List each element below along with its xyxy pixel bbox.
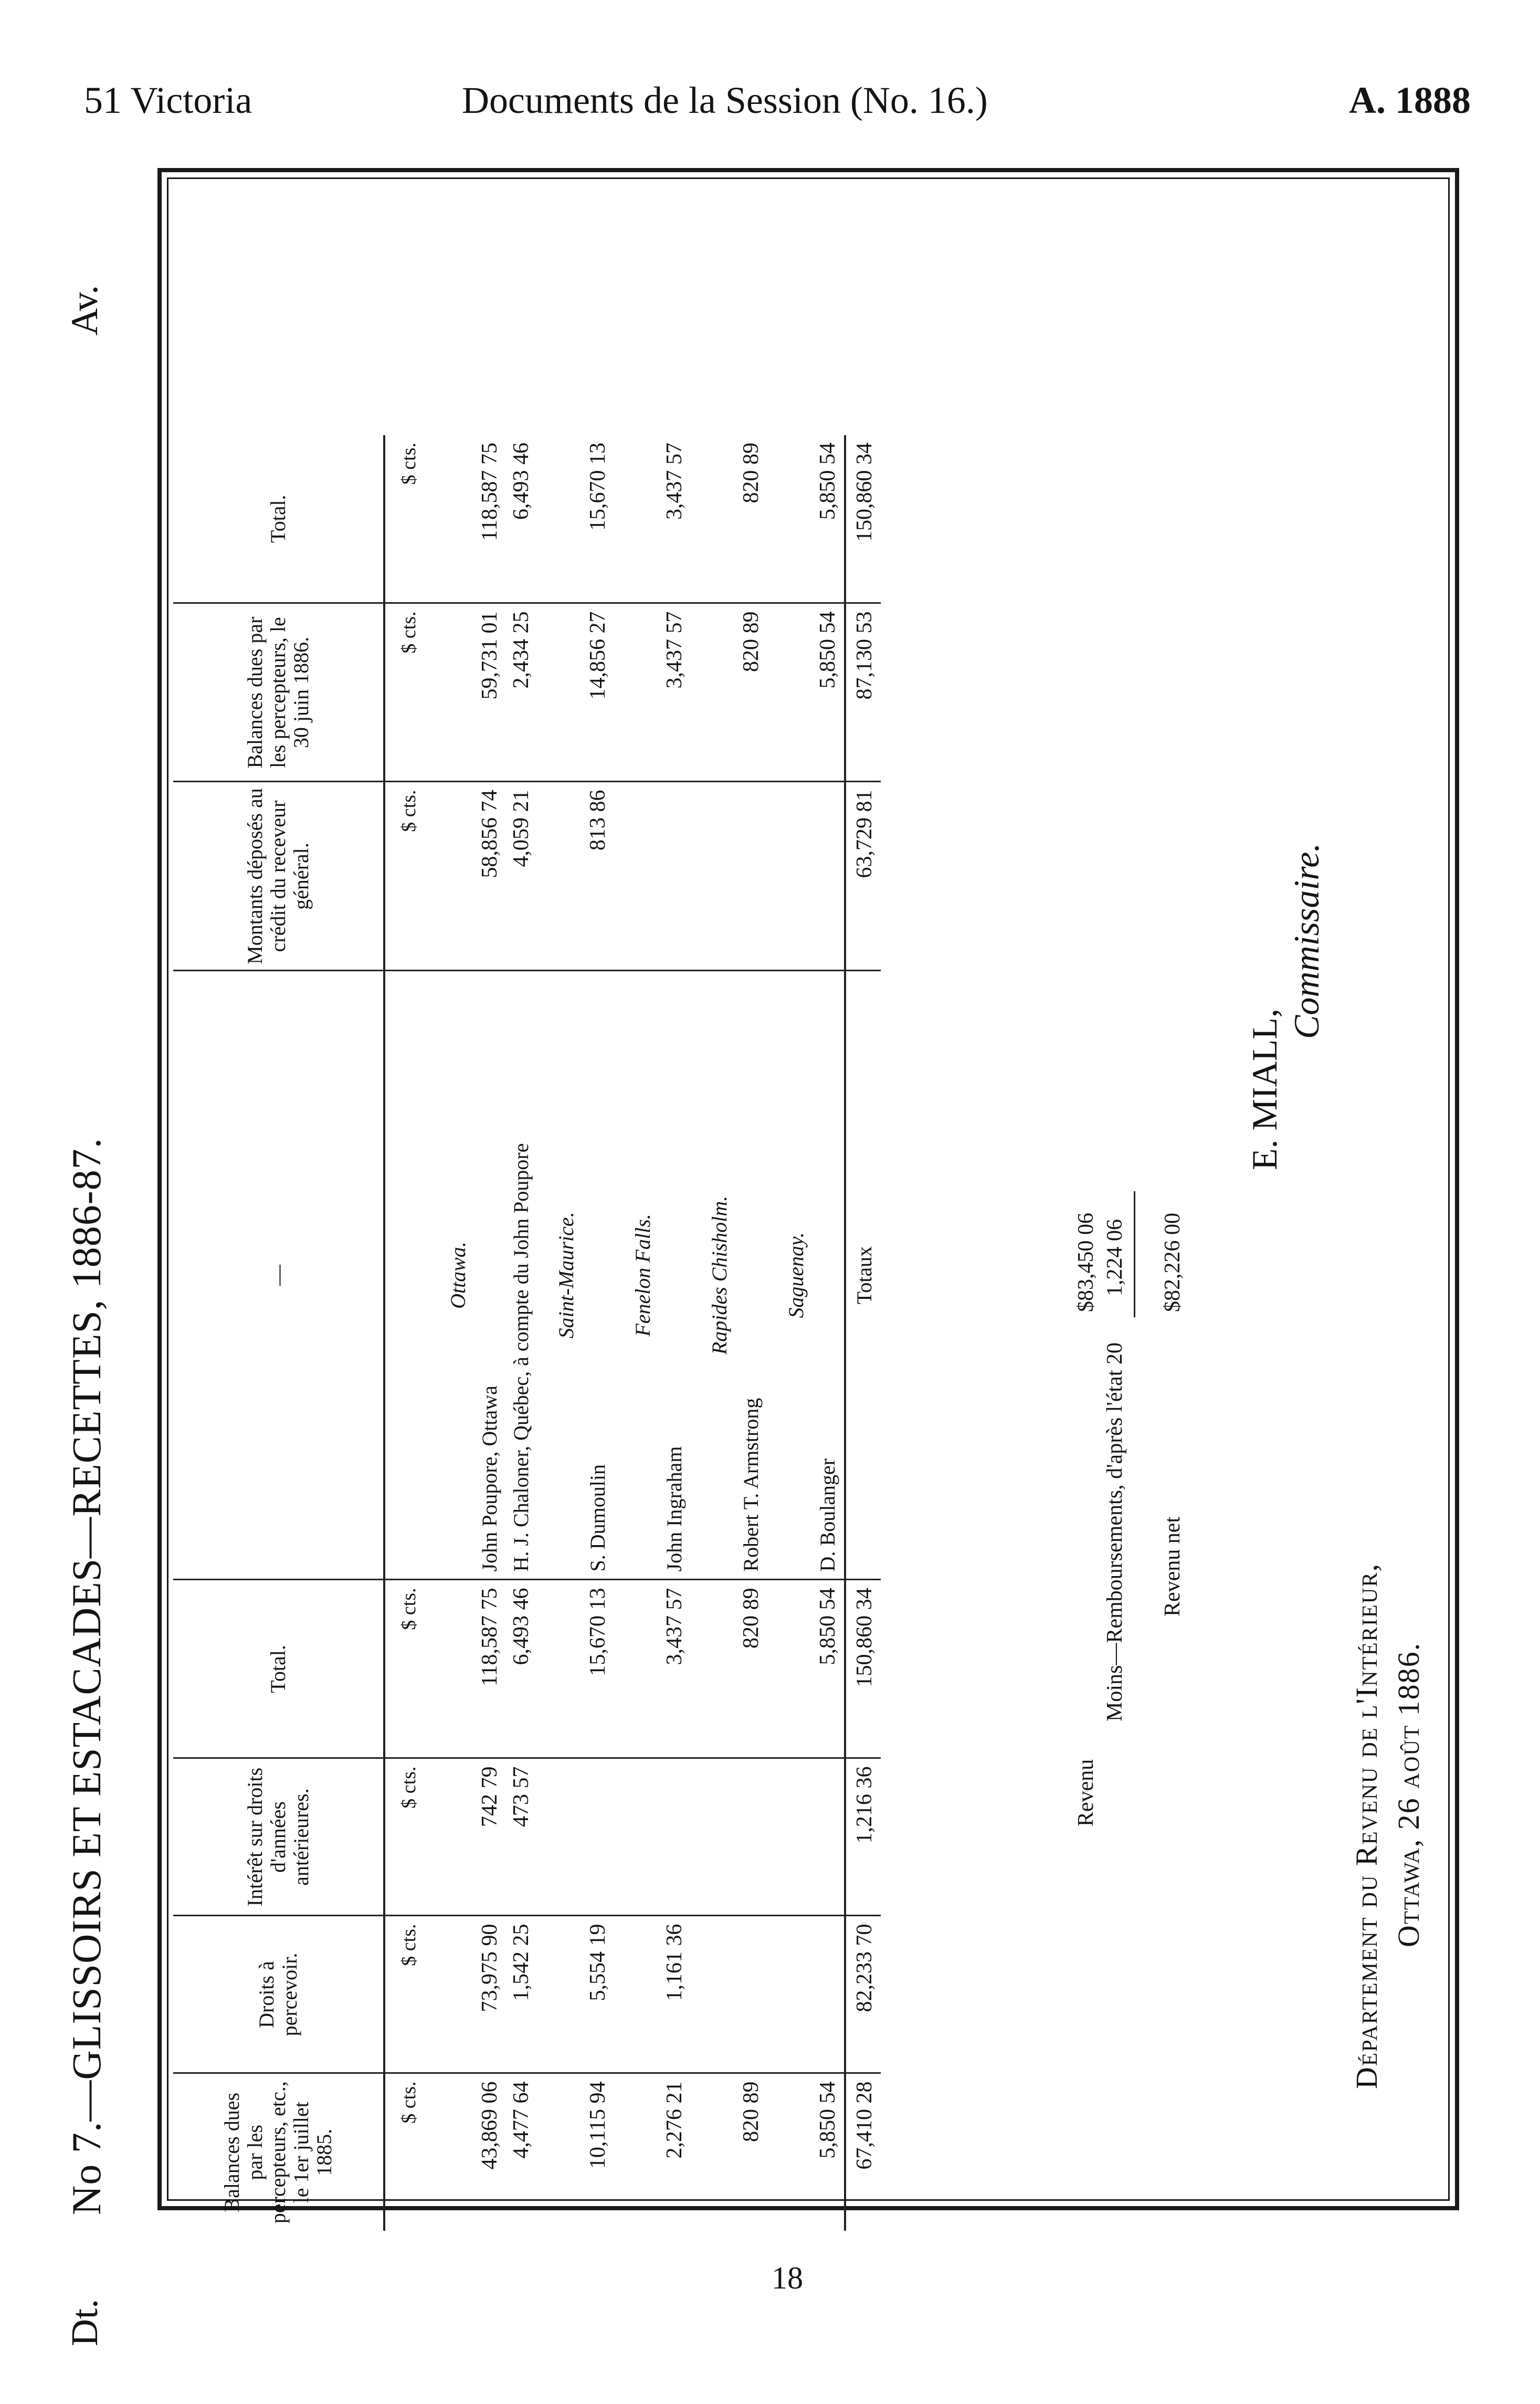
cell-depose [736,782,767,971]
cell-droits: 1,161 36 [659,1916,691,2073]
sum-rule [1134,1191,1135,1317]
cell-droits [736,1916,767,2073]
cell-desc: John Poupore, Ottawa [474,971,506,1580]
group-header-row [429,435,474,2231]
group-name: Saint-Maurice. [537,971,583,1580]
page-number: 18 [772,2261,803,2295]
total-droits: 82,233 70 [845,1916,881,2073]
total-total2: 150,860 34 [845,435,881,603]
unit-cell: $ cts. [384,1916,429,2073]
unit-cell: $ cts. [384,1758,429,1916]
cell-depose: 813 86 [583,782,614,971]
header-left: 51 Victoria [84,79,252,121]
cell-depose: 58,856 74 [474,782,506,971]
cell-desc: S. Dumoulin [583,971,614,1580]
net-value: $82,226 00 [1161,1213,1185,1312]
table-row [813,435,845,2231]
cell-total1: 118,587 75 [474,1580,506,1758]
cell-bal1885: 5,850 54 [813,2073,845,2231]
department-line2: Ottawa, 26 août 1886. [1391,1642,1426,1947]
cell-total1: 15,670 13 [583,1580,614,1758]
cell-interet [813,1758,845,1916]
cell-bal1885: 4,477 64 [506,2073,537,2231]
group-name: Saguenay. [767,971,813,1580]
total-interet: 1,216 36 [845,1758,881,1916]
cell-bal1885: 2,276 21 [659,2073,691,2231]
table-row [583,435,614,2231]
moins-label: Moins—Remboursements, d'après l'état 20 [1103,1342,1127,1721]
net-label: Revenu net [1161,1516,1185,1616]
header-row [173,435,384,2231]
table-row [659,435,691,2231]
units-row [384,435,429,2231]
cell-droits: 5,554 19 [583,1916,614,2073]
col-montants: Montants déposés au crédit du receveur général. [173,782,384,971]
cell-interet [583,1758,614,1916]
totals-row [845,435,881,2231]
cell-interet [736,1758,767,1916]
cell-total1: 3,437 57 [659,1580,691,1758]
col-balances-1886: Balances dues par les percepteurs, le 30 juin 1886. [173,603,384,782]
total-total1: 150,860 34 [845,1580,881,1758]
cell-bal1886: 14,856 27 [583,603,614,782]
signature-title: Commissaire. [1286,843,1326,1039]
cell-droits: 1,542 25 [506,1916,537,2073]
cell-interet [659,1758,691,1916]
group-header-row [691,435,736,2231]
totals-label: Totaux [845,971,881,1580]
col-interet: Intérêt sur droits d'années antérieures. [173,1758,384,1916]
group-name: Ottawa. [429,971,474,1580]
signature-name: E. MIALL, [1244,1009,1284,1170]
cell-bal1885: 43,869 06 [474,2073,506,2231]
cell-desc: H. J. Chaloner, Québec, à compte du John Poupore [506,971,537,1580]
cell-desc: John Ingraham [659,971,691,1580]
page-title: No 7.—GLISSOIRS ET ESTACADES—RECETTES, 1886-87. [64,1137,109,2215]
group-header-row [614,435,659,2231]
total-bal1886: 87,130 53 [845,603,881,782]
cell-bal1886: 820 89 [736,603,767,782]
unit-cell-empty [384,971,429,1580]
unit-cell: $ cts. [384,1580,429,1758]
cell-total2: 3,437 57 [662,443,687,520]
cell-total2: 15,670 13 [586,443,610,531]
cell-depose [659,782,691,971]
department-line1: Département du Revenu de l'Intérieur, [1349,1562,1384,2089]
cell-bal1886: 59,731 01 [474,603,506,782]
cell-bal1886: 2,434 25 [506,603,537,782]
cell-desc: Robert T. Armstrong [736,971,767,1580]
cell-total1: 5,850 54 [813,1580,845,1758]
moins-value: 1,224 06 [1103,1219,1127,1296]
cell-interet: 742 79 [474,1758,506,1916]
total-bal1885: 67,410 28 [845,2073,881,2231]
cell-bal1885: 10,115 94 [583,2073,614,2231]
table-row [736,435,767,2231]
cell-interet: 473 57 [506,1758,537,1916]
cell-bal1886: 3,437 57 [659,603,691,782]
cell-bal1886: 5,850 54 [813,603,845,782]
group-header-row [767,435,813,2231]
col-total-right: Total. [173,435,384,603]
side-label-right: Av. [64,285,106,335]
col-total-left: Total. [173,1580,384,1758]
cell-total2: 118,587 75 [478,443,502,541]
group-name: Fenelon Falls. [614,971,659,1580]
unit-cell: $ cts. [398,443,420,485]
table-row [474,435,506,2231]
cell-bal1885: 820 89 [736,2073,767,2231]
cell-depose [813,782,845,971]
group-header-row [537,435,583,2231]
receipts-table [173,435,881,2231]
cell-total2: 820 89 [739,443,763,503]
cell-total1: 6,493 46 [506,1580,537,1758]
cell-total2: 6,493 46 [509,443,533,520]
cell-depose: 4,059 21 [506,782,537,971]
revenu-value: $83,450 06 [1074,1213,1098,1312]
rotated-content [0,199,1540,2404]
cell-total1: 820 89 [736,1580,767,1758]
cell-desc: D. Boulanger [813,971,845,1580]
cell-droits [813,1916,845,2073]
table-row [506,435,537,2231]
header-center: Documents de la Session (No. 16.) [462,79,988,121]
col-balances-1885: Balances dues par les percepteurs, etc., le 1er juillet 1885. [173,2073,384,2231]
group-name: Rapides Chisholm. [691,971,736,1580]
cell-total2: 5,850 54 [816,443,840,520]
unit-cell: $ cts. [384,2073,429,2231]
side-label-left: Dt. [64,2299,106,2346]
header-right: A. 1888 [1349,79,1471,121]
col-description: — [173,971,384,1580]
unit-cell: $ cts. [384,782,429,971]
col-droits: Droits à percevoir. [173,1916,384,2073]
revenu-label: Revenu [1074,1759,1098,1826]
unit-cell: $ cts. [384,603,429,782]
total-depose: 63,729 81 [845,782,881,971]
cell-droits: 73,975 90 [474,1916,506,2073]
